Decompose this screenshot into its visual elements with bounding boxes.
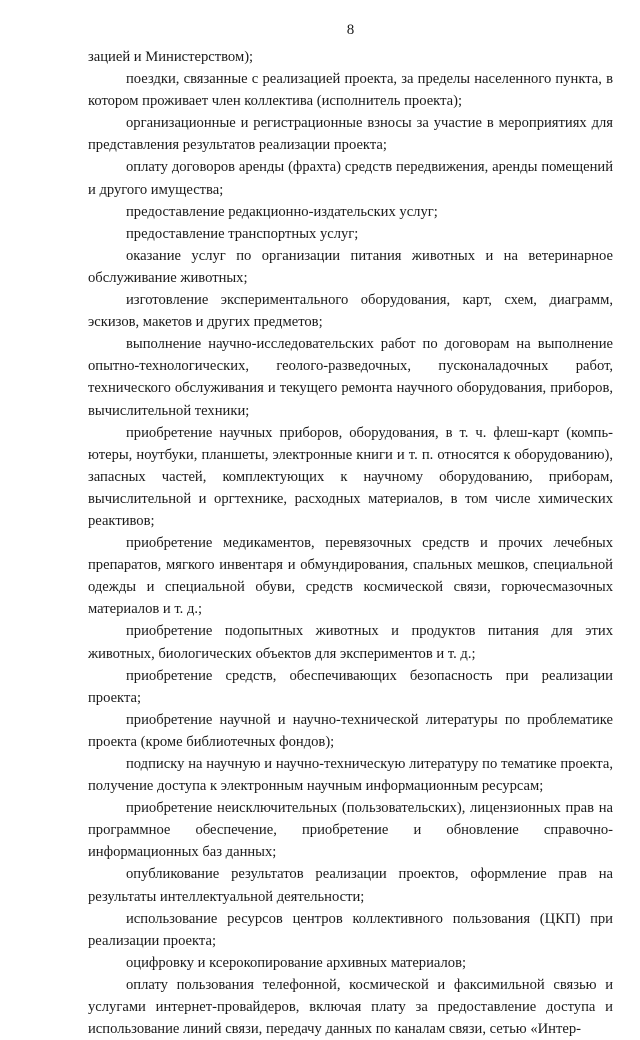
paragraph: организационные и регистрационные взносы за участие в мероприятиях для представления результатов реализации проекта; [88,115,613,154]
paragraph: приобретение научных приборов, оборудования, в т. ч. флеш-карт (компьютеры, ноутбуки, планшеты, электронные книги и т. п. относятся к оборудованию), запасных частей, комплектующих к научному оборудованию, приборам, вычислительной и оргтехнике, расходных материалов, в том числе химических реактивов; [88,424,613,529]
paragraph: оказание услуг по организации питания животных и на ветеринарное обслуживание животных; [88,247,613,286]
paragraph: опубликование результатов реализации проектов, оформление прав на результаты интеллектуальной деятельности; [88,866,613,905]
paragraph: приобретение научной и научно-технической литературы по проблематике проекта (кроме библиотечных фондов); [88,711,613,750]
paragraph: предоставление редакционно-издательских услуг; [126,203,438,220]
paragraph: приобретение подопытных животных и продуктов питания для этих животных, биологических объектов для экспериментов и т. д.; [88,623,613,662]
paragraph: изготовление экспериментального оборудования, карт, схем, диаграмм, эскизов, макетов и других предметов; [88,292,613,331]
paragraph: оцифровку и ксерокопирование архивных материалов; [126,954,467,971]
paragraph: подписку на научную и научно-техническую литературу по тематике проекта, получение доступа к электронным научным информационным ресурсам; [88,756,613,795]
body-text [88,46,613,1040]
paragraph: выполнение научно-исследовательских работ по договорам на выполнение опытно-технологических, геолого-разведочных, пусконаладочных работ, технического обслуживания и текущего ремонта научного оборудования, приборов, вычислительной техники; [88,336,613,419]
paragraph: использование ресурсов центров коллективного пользования (ЦКП) при реализации проекта; [88,910,613,949]
page-number: 8 [346,22,355,38]
paragraph: приобретение медикаментов, перевязочных средств и прочих лечебных препаратов, мягкого инвентаря и обмундирования, спальных мешков, специальной одежды и специальной обуви, средств космической связи, горючесмазочных материалов и т. д.; [88,535,613,618]
paragraph: зацией и Министерством); [88,49,254,65]
paragraph: оплату договоров аренды (фрахта) средств передвижения, аренды помещений и другого имущества; [88,159,613,198]
paragraph: приобретение средств, обеспечивающих безопасность при реализации проекта; [88,667,613,706]
paragraph: оплату пользования телефонной, космической и факсимильной связью и услугами интернет-провайдеров, включая плату за предоставление доступа и использование линий связи, передачу данных по каналам связи, сетью «Интер- [88,976,613,1038]
paragraph: приобретение неисключительных (пользовательских), лицензионных прав на программное обеспечение, приобретение и обновление справочно-информационных баз данных; [88,800,613,861]
paragraph: поездки, связанные с реализацией проекта, за пределы населенного пункта, в котором проживает член коллектива (исполнитель проекта); [88,71,613,110]
paragraph: предоставление транспортных услуг; [126,225,359,242]
